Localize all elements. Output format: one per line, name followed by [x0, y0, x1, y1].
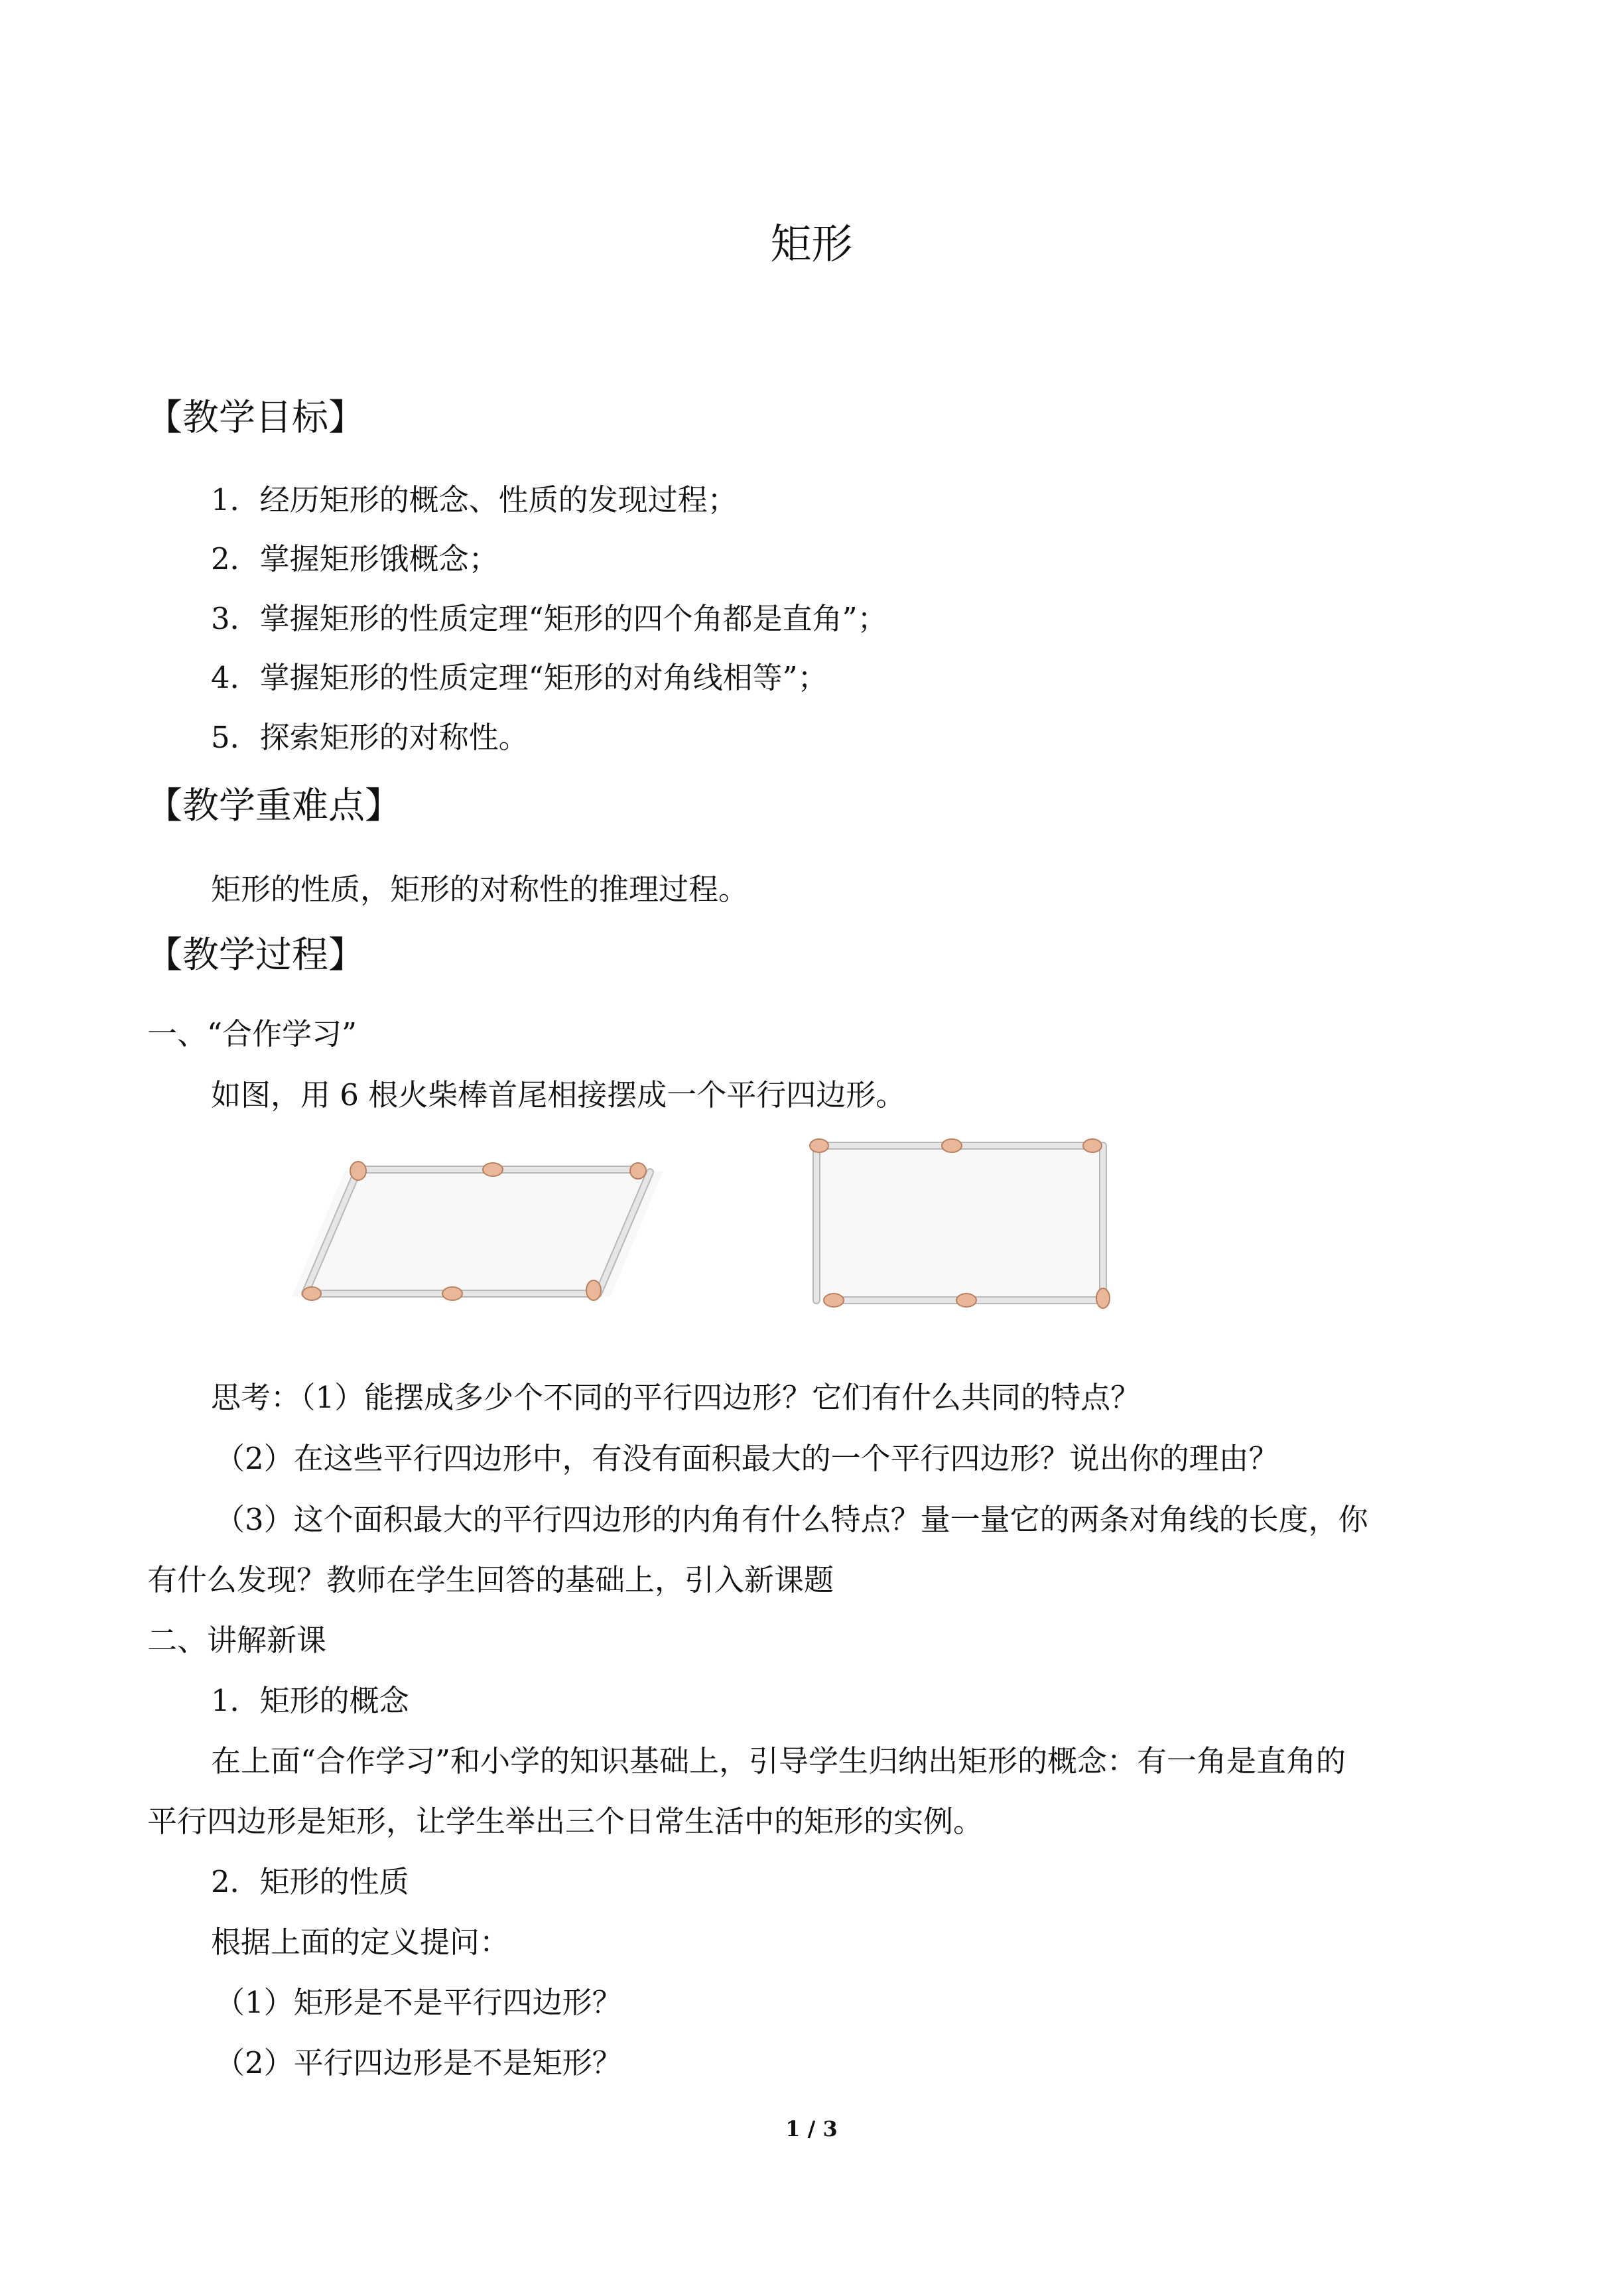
match-head [1096, 1288, 1110, 1308]
match-head [483, 1163, 503, 1176]
match-head [302, 1287, 321, 1300]
concept-line-1: 在上面“合作学习”和小学的知识基础上，引导学生归纳出矩形的概念：有一角是直角的 [211, 1743, 1346, 1779]
objective-item-4: 4．掌握矩形的性质定理“矩形的对角线相等”； [211, 660, 828, 695]
match-head [810, 1139, 828, 1152]
part2-title: 二、讲解新课 [147, 1623, 327, 1658]
match-head [586, 1280, 601, 1300]
concept-title: 1．矩形的概念 [211, 1683, 409, 1718]
key-points-text: 矩形的性质，矩形的对称性的推理过程。 [211, 872, 749, 907]
process-heading: 【教学过程】 [146, 933, 365, 976]
key-points-heading: 【教学重难点】 [146, 784, 402, 827]
objective-item-1: 1．经历矩形的概念、性质的发现过程； [211, 482, 738, 517]
page-number: 1 / 3 [785, 2116, 838, 2141]
think-question-3-line-2: 有什么发现？教师在学生回答的基础上，引入新课题 [147, 1562, 834, 1597]
part1-intro: 如图，用 6 根火柴棒首尾相接摆成一个平行四边形。 [211, 1077, 906, 1113]
objective-item-5: 5．探索矩形的对称性。 [211, 720, 529, 755]
think-question-1: 思考：（1）能摆成多少个不同的平行四边形？它们有什么共同的特点？ [211, 1380, 1141, 1415]
matchstick-rectangle-figure [806, 1131, 1111, 1314]
think-question-2: （2）在这些平行四边形中，有没有面积最大的一个平行四边形？说出你的理由？ [215, 1441, 1279, 1476]
think-question-3-line-1: （3）这个面积最大的平行四边形的内角有什么特点？量一量它的两条对角线的长度，你 [215, 1502, 1368, 1537]
question-1: （1）矩形是不是平行四边形？ [215, 1985, 622, 2020]
figure-shadow [815, 1144, 1103, 1300]
page-title: 矩形 [770, 220, 853, 268]
match-head [442, 1287, 462, 1300]
objectives-heading: 【教学目标】 [146, 396, 365, 439]
concept-line-2: 平行四边形是矩形，让学生举出三个日常生活中的矩形的实例。 [147, 1804, 984, 1839]
property-intro: 根据上面的定义提问： [211, 1925, 510, 1960]
objective-item-3: 3．掌握矩形的性质定理“矩形的四个角都是直角”； [211, 601, 887, 636]
match-head [350, 1162, 366, 1180]
match-head [942, 1139, 962, 1152]
question-2: （2）平行四边形是不是矩形？ [215, 2045, 622, 2080]
match-head [956, 1294, 976, 1307]
matchstick-parallelogram-figure [292, 1158, 663, 1310]
match-head [630, 1163, 646, 1179]
property-title: 2．矩形的性质 [211, 1864, 409, 1899]
match-head [824, 1294, 844, 1307]
objective-item-2: 2．掌握矩形饿概念； [211, 541, 499, 576]
part1-title: 一、“合作学习” [147, 1016, 357, 1051]
match-head [1083, 1139, 1102, 1152]
